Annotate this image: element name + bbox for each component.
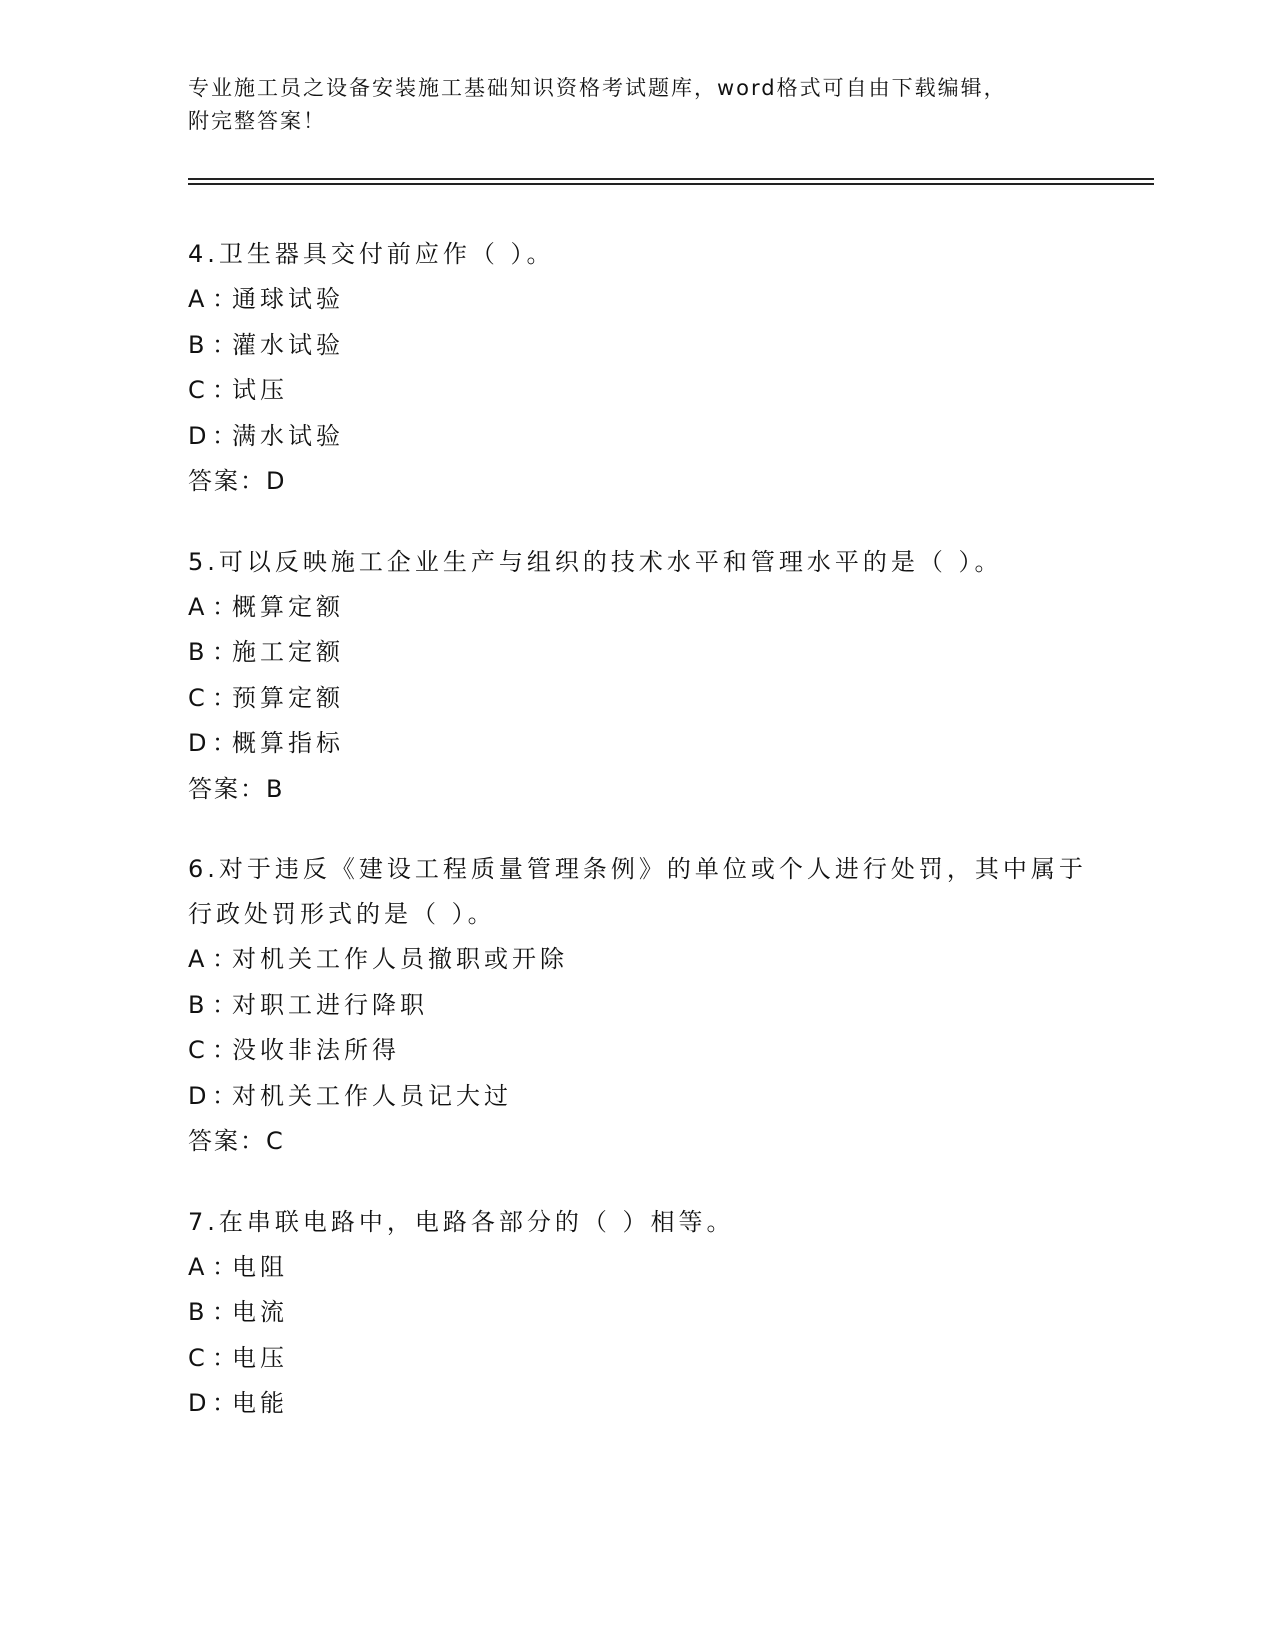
option-separator: ： [212,421,236,450]
option-text: 对机关工作人员记大过 [232,1081,512,1110]
question-stem: 6.对于违反《建设工程质量管理条例》的单位或个人进行处罚，其中属于行政处罚形式的是（ ）。 [188,855,1087,928]
option-letter: D [188,421,207,450]
option-b [188,323,1088,369]
answer-line [188,767,1088,813]
option-separator: ： [212,945,236,973]
option-b [188,1290,1088,1336]
question-stem: 5.可以反映施工企业生产与组织的技术水平和管理水平的是（ ）。 [188,547,1003,576]
header-divider-top [188,178,1154,180]
option-text: 没收非法所得 [232,1036,400,1064]
document-header [188,72,1088,138]
option-text: 电压 [232,1343,288,1372]
option-letter: A [188,1252,205,1281]
option-letter: D [188,729,207,757]
option-separator: ： [212,729,236,757]
option-separator: ： [212,1081,236,1110]
option-separator: ： [212,1252,236,1281]
option-separator: ： [212,592,236,621]
option-b [188,983,1088,1029]
option-d [188,414,1088,460]
option-c [188,1336,1088,1382]
option-text: 预算定额 [232,683,344,712]
option-text: 施工定额 [232,638,344,666]
question-item [188,1200,1088,1427]
answer-value: D [266,467,287,495]
option-d [188,1381,1088,1427]
option-letter: B [188,990,205,1019]
option-text: 电阻 [232,1252,288,1281]
option-a [188,277,1088,323]
option-a [188,585,1088,631]
answer-label: 答案： [188,774,266,803]
header-divider-bottom [188,183,1154,185]
option-separator: ： [212,1036,236,1064]
option-a [188,937,1088,983]
answer-line [188,459,1088,505]
option-separator: ： [212,1298,236,1326]
option-text: 概算指标 [232,729,344,757]
option-letter: A [188,592,205,621]
answer-value: C [266,1127,285,1155]
option-letter: C [188,376,205,404]
option-letter: B [188,638,205,666]
question-item [188,540,1088,813]
option-text: 对职工进行降职 [232,990,428,1019]
question-list [188,232,1088,1462]
option-letter: D [188,1389,207,1417]
answer-label: 答案： [188,1127,266,1155]
option-separator: ： [212,990,236,1019]
option-separator: ： [212,683,236,712]
question-item [188,232,1088,505]
option-c [188,676,1088,722]
option-letter: C [188,1343,205,1372]
header-line-1: 专业施工员之设备安装施工基础知识资格考试题库，word格式可自由下载编辑， [188,76,1007,100]
option-letter: A [188,285,205,313]
answer-value: B [266,774,285,803]
option-a [188,1245,1088,1291]
option-separator: ： [212,285,236,313]
option-c [188,368,1088,414]
option-text: 试压 [232,376,288,404]
option-b [188,630,1088,676]
option-text: 概算定额 [232,592,344,621]
option-letter: C [188,1036,205,1064]
option-text: 对机关工作人员撤职或开除 [232,945,568,973]
option-letter: D [188,1081,207,1110]
option-separator: ： [212,330,236,359]
option-separator: ： [212,638,236,666]
question-stem: 4.卫生器具交付前应作（ ）。 [188,240,555,268]
option-d [188,721,1088,767]
option-text: 通球试验 [232,285,344,313]
option-text: 满水试验 [232,421,344,450]
option-letter: C [188,683,205,712]
answer-line [188,1119,1088,1165]
option-text: 电能 [232,1389,288,1417]
question-item [188,847,1088,1165]
header-line-2: 附完整答案！ [188,109,326,133]
option-letter: B [188,1298,205,1326]
question-stem: 7.在串联电路中，电路各部分的（ ）相等。 [188,1207,735,1236]
option-text: 灌水试验 [232,330,344,359]
option-separator: ： [212,376,236,404]
option-c [188,1028,1088,1074]
option-letter: A [188,945,205,973]
option-text: 电流 [232,1298,288,1326]
option-letter: B [188,330,205,359]
answer-label: 答案： [188,467,266,495]
option-separator: ： [212,1389,236,1417]
option-d [188,1074,1088,1120]
option-separator: ： [212,1343,236,1372]
